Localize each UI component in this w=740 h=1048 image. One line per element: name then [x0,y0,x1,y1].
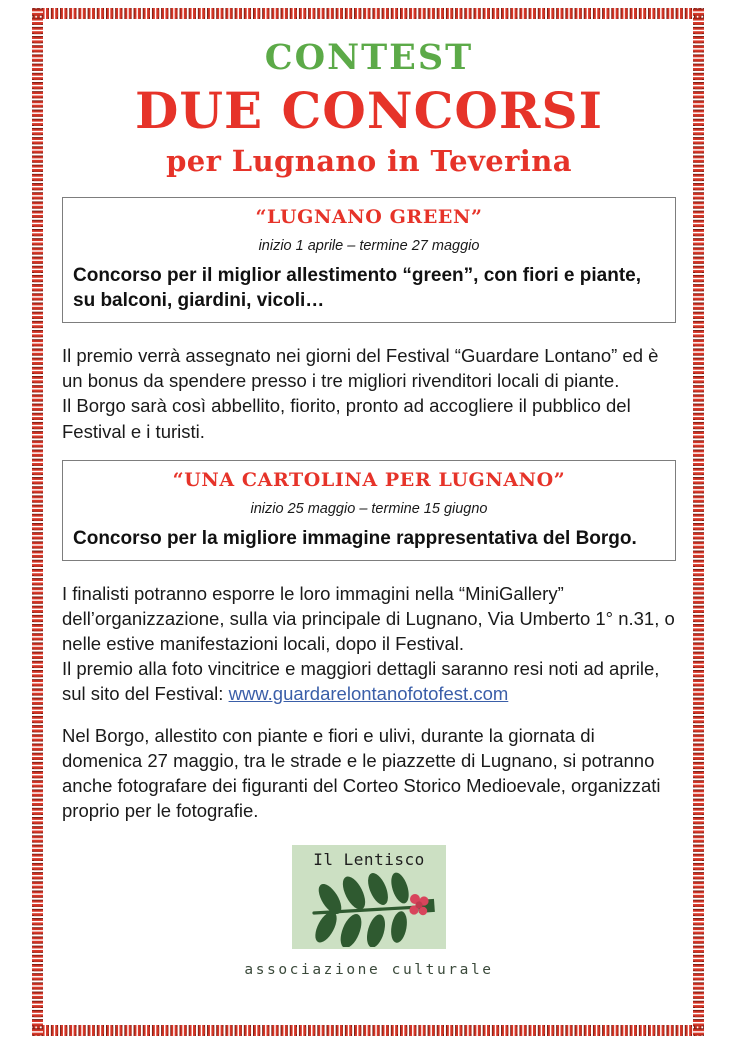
poster-content [62,22,676,978]
logo-name: Il Lentisco [313,850,425,870]
eyebrow-title: CONTEST [264,37,474,78]
olive-branch-icon [296,869,442,947]
border-left [32,8,43,1036]
border-bottom [32,1025,704,1036]
contest-dates: inizio 25 maggio – termine 15 giugno [250,500,488,517]
closing-paragraph: Nel Borgo, allestito con piante e fiori e ulivi, durante la giornata di domenica 27 maggio, tra le strade e le piazzette di Lugnano, si potranno anche fotografare dei figuranti del Corteo Storico Medioevale, organizzati proprio per le fotografie. [62,724,661,822]
contest-1-paragraph-2: Il Borgo sarà così abbellito, fiorito, pronto ad accogliere il pubblico del Festival e i turisti. [62,395,631,442]
organization-logo-block [62,845,676,978]
contest-2-paragraph-2 [62,656,676,706]
contest-2-paragraph-2-text: Il premio alla foto vincitrice e maggiori dettagli saranno resi noti ad aprile, sul sito del Festival: [62,658,660,705]
contest-name: “UNA CARTOLINA PER LUGNANO” [172,468,566,491]
logo-card [292,845,446,949]
contest-box-una-cartolina-per-lugnano [62,460,676,561]
contest-description: Concorso per la migliore immagine rappresentativa del Borgo. [73,527,637,549]
contest-dates: inizio 1 aprile – termine 27 maggio [258,237,480,254]
contest-description: Concorso per il miglior allestimento “green”, con fiori e piante, su balconi, giardini, vicoli… [73,264,641,312]
contest-box-lugnano-green [62,197,676,323]
page-subtitle: per Lugnano in Teverina [166,143,572,178]
festival-website-link[interactable]: www.guardarelontanofotofest.com [228,683,509,705]
contest-name: “LUGNANO GREEN” [255,205,483,228]
page-title: DUE CONCORSI [135,81,603,140]
contest-2-paragraph-1: I finalisti potranno esporre le loro immagini nella “MiniGallery” dell’organizzazione, sulla via principale di Lugnano, Via Umberto 1° n.31, o nelle estive manifestazioni locali, dopo il Festival. [62,582,675,655]
border-right [693,8,704,1036]
logo-caption: associazione culturale [244,962,494,979]
border-top [32,8,704,19]
contest-1-paragraph-1: Il premio verrà assegnato nei giorni del Festival “Guardare Lontano” ed è un bonus da spendere presso i tre migliori rivenditori locali di piante. [62,345,659,392]
